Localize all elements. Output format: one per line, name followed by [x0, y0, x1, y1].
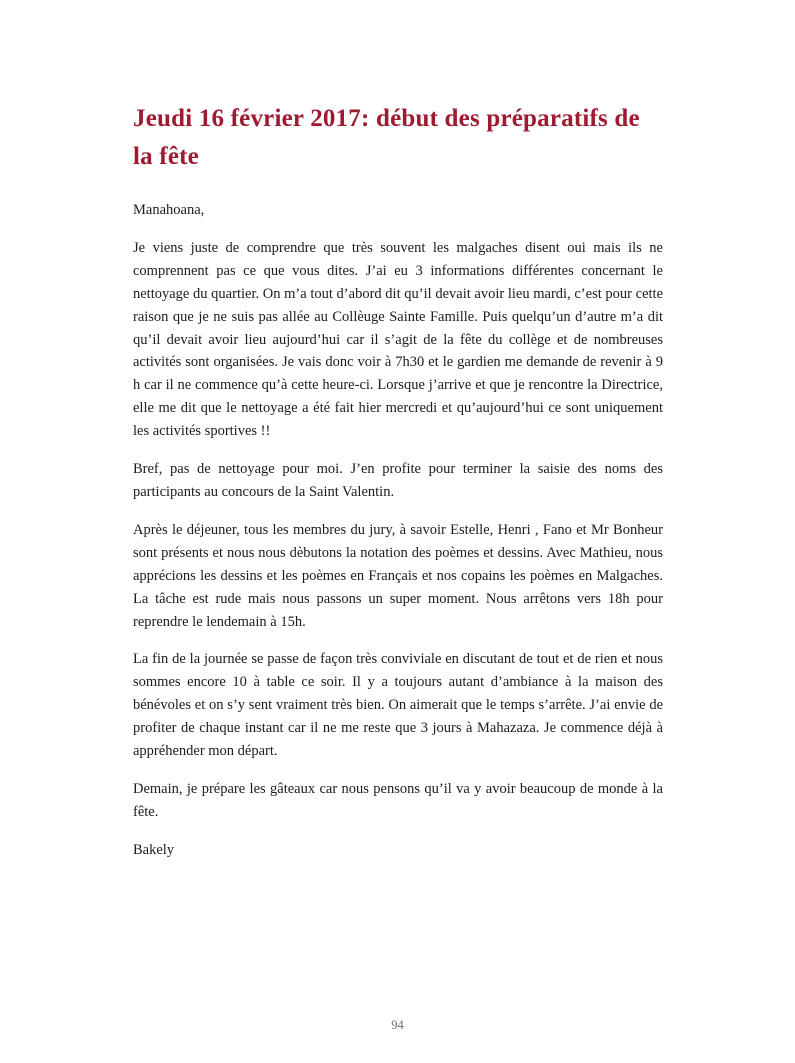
page-content [133, 100, 663, 877]
paragraph: Bref, pas de nettoyage pour moi. J’en profite pour terminer la saisie des noms des participants au concours de la Saint Valentin. [133, 461, 663, 500]
paragraph: Après le déjeuner, tous les membres du jury, à savoir Estelle, Henri , Fano et Mr Bonheur sont présents et nous nous dèbutons la notation des poèmes et dessins. Avec Mathieu, nous apprécions les dessins et les poèmes en Français et nos copains les poèmes en Malgaches. La tâche est rude mais nous passons un super moment. Nous arrêtons vers 18h pour reprendre le lendemain à 15h. [133, 521, 663, 630]
paragraph: La fin de la journée se passe de façon très conviviale en discutant de tout et de rien et nous sommes encore 10 à table ce soir. Il y a toujours autant d’ambiance à la maison des bénévoles et on s’y sent vraiment très bien. On aimerait que le temps s’arrête. J’ai envie de profiter de chaque instant car il ne me reste que 3 jours à Mahazaza. Je commence déjà à appréhender mon départ. [133, 651, 663, 760]
paragraph-greeting: Manahoana, [133, 202, 205, 218]
paragraph: Demain, je prépare les gâteaux car nous pensons qu’il va y avoir beaucoup de monde à la fête. [133, 780, 663, 820]
paragraph-signature: Bakely [133, 841, 175, 858]
page-number: 94 [391, 1018, 404, 1032]
paragraph: Je viens juste de comprendre que très souvent les malgaches disent oui mais ils ne comprennent pas ce que vous dites. J’ai eu 3 informations différentes concernant le nettoyage du quartier. On m’a tout d’abord dit qu’il devait avoir lieu mardi, c’est pour cette raison que je ne suis pas allée au Collèuge Sainte Famille. Puis quelqu’un d’autre m’a dit qu’il devait avoir lieu aujourd’hui car il s’agit de la fête du collège et de nombreuses activités sont organisées. Je vais donc voir à 7h30 et le gardien me demande de revenir à 9 h car il ne commence qu’à cette heure-ci. Lorsque j’arrive et que je rencontre la Directrice, elle me dit que le nettoyage a été fait hier mercredi et qu’aujourd’hui ce sont uniquement les activités sportives !! [133, 239, 663, 440]
page-title: Jeudi 16 février 2017: début des préparatifs de la fête [133, 105, 640, 170]
